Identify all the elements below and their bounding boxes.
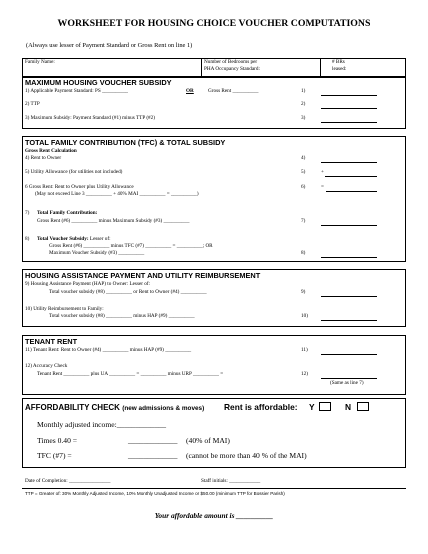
line-7-answer[interactable] — [321, 225, 377, 226]
line-3-label: 3) Maximum Subsidy: Payment Standard (#1) minus TTP (#2) — [25, 115, 155, 121]
section-tenant-rent-heading: TENANT RENT — [25, 337, 78, 346]
line-11-answer[interactable] — [321, 354, 377, 355]
line-8-label: Total Voucher Subsidy: — [37, 236, 89, 242]
no-checkbox[interactable] — [357, 402, 369, 411]
staff-initials: Staff initials: ____________ — [201, 478, 261, 484]
line-10-answer[interactable] — [321, 320, 377, 321]
line-2-answer[interactable] — [321, 108, 377, 109]
line-1-or: OR — [186, 88, 194, 94]
line-12-label: 12) Accuracy Check — [25, 363, 68, 369]
line-9-label: 9) Housing Assistance Payment (HAP) to Owner: Lesser of: — [25, 281, 151, 287]
line-5-plus: + — [321, 169, 324, 175]
line-12-note: (Same as line 7) — [330, 380, 364, 386]
affordability-heading-wrap — [25, 403, 204, 412]
tfc-label: TFC (#7) = — [37, 451, 72, 460]
line-8-formula-2: Maximum Voucher Subsidy (#3) __________ — [49, 250, 145, 256]
line-6-number: 6) — [301, 184, 306, 190]
line-1-number: 1) — [301, 88, 306, 94]
yes-checkbox[interactable] — [319, 402, 331, 411]
section-hap-heading: HOUSING ASSISTANCE PAYMENT AND UTILITY REIMBURSEMENT — [25, 271, 261, 280]
monthly-income-line: Monthly adjusted income:_____________ — [37, 420, 167, 429]
line-8-formula-1: Gross Rent (#6) __________ minus TFC (#7) __________ = __________; OR — [49, 243, 213, 249]
line-6-limit: (May not exceed Line 3 __________ + 40% MAI __________ = __________) — [35, 191, 199, 197]
family-name-label: Family Name: — [25, 59, 55, 65]
line-6-label: 6 Gross Rent: Rent to Owner plus Utility Allowance — [25, 184, 134, 190]
no-label: N — [345, 402, 352, 412]
times-blank[interactable]: _____________ — [128, 436, 178, 445]
line-7-label: Total Family Contribution: — [37, 210, 98, 216]
line-10-label: 10) Utility Reimbursement to Family: — [25, 306, 104, 312]
brs-label-1: # BRs — [332, 59, 345, 65]
tfc-blank[interactable]: _____________ — [128, 451, 178, 460]
line-4-answer[interactable] — [321, 162, 377, 163]
line-12-number: 12) — [301, 371, 308, 377]
affordable-amount: Your affordable amount is __________ — [154, 511, 274, 520]
line-11-number: 11) — [301, 347, 308, 353]
line-9-formula: Total voucher subsidy (#8) __________ or Rent to Owner (#4) __________ — [49, 289, 207, 295]
line-3-number: 3) — [301, 115, 306, 121]
line-8-answer[interactable] — [321, 257, 377, 258]
line-2-label: 2) TTP — [25, 101, 40, 107]
line-1-answer[interactable] — [321, 95, 377, 96]
bedrooms-label-1: Number of Bedrooms per — [204, 59, 258, 65]
line-1-gross: Gross Rent __________ — [208, 88, 259, 94]
line-5-number: 5) — [301, 169, 306, 175]
line-8-label-wrap — [37, 236, 111, 242]
line-11-label: 11) Tenant Rent: Rent to Owner (#4) __________ minus HAP (#9) __________ — [25, 347, 192, 353]
line-12-answer[interactable] — [321, 378, 377, 379]
line-8-number: 8) — [301, 250, 306, 256]
times-label: Times 0.40 = — [37, 436, 78, 445]
line-9-number: 9) — [301, 289, 306, 295]
affordability-heading: AFFORDABILITY CHECK — [25, 403, 120, 412]
line-2-number: 2) — [301, 101, 306, 107]
section-max-subsidy-heading: MAXIMUM HOUSING VOUCHER SUBSIDY — [25, 78, 172, 87]
line-8-label-rest: Lesser of: — [88, 236, 111, 242]
tfc-note: (cannot be more than 40 % of the MAI) — [186, 451, 307, 460]
line-4-number: 4) — [301, 155, 306, 161]
bedrooms-label-2: PHA Occupancy Standard: — [204, 66, 260, 72]
line-10-formula: Total voucher subsidy (#8) __________ minus HAP (#9) __________ — [49, 313, 195, 319]
times-note: (40% of MAI) — [186, 436, 230, 445]
line-4-label: 4) Rent to Owner — [25, 155, 62, 161]
page-subtitle: (Always use lesser of Payment Standard or Gross Rent on line 1) — [26, 42, 193, 49]
line-10-number: 10) — [301, 313, 308, 319]
line-1-label: 1) Applicable Payment Standard: PS __________ — [25, 88, 129, 94]
line-12-formula: Tenant Rent __________ plus UA __________ = __________ minus URP __________ = — [37, 371, 224, 377]
line-6-equals: = — [321, 184, 324, 190]
ttp-note: TTP = Greater of: 30% Monthly Adjusted Income, 10% Monthly Unadjusted Income or $50.00 (minimum TTP for Bossier Parish) — [25, 491, 285, 496]
line-5-label: 5) Utility Allowance (for utilities not included) — [25, 169, 123, 175]
affordability-heading-note: (new admissions & moves) — [122, 405, 205, 412]
line-7-index: 7) — [25, 210, 30, 216]
brs-label-2: leased: — [332, 66, 347, 72]
line-7-number: 7) — [301, 218, 306, 224]
section-tenant-rent — [22, 335, 406, 395]
line-5-answer[interactable] — [325, 176, 377, 177]
line-6-answer[interactable] — [326, 191, 377, 192]
footer-divider — [22, 488, 406, 489]
page-title: WORKSHEET FOR HOUSING CHOICE VOUCHER COMPUTATIONS — [57, 18, 371, 29]
line-7-formula: Gross Rent (#6) __________ minus Maximum Subsidy (#3) __________ — [37, 218, 190, 224]
rent-affordable-label: Rent is affordable: — [224, 402, 298, 412]
line-8-index: 8) — [25, 236, 30, 242]
line-3-answer[interactable] — [321, 122, 377, 123]
line-9-answer[interactable] — [321, 296, 377, 297]
section-tfc-heading: TOTAL FAMILY CONTRIBUTION (TFC) & TOTAL SUBSIDY — [25, 138, 226, 147]
gross-rent-calc-label: Gross Rent Calculation — [25, 148, 77, 154]
date-of-completion: Date of Completion: ________________ — [25, 478, 111, 484]
yes-label: Y — [309, 402, 315, 412]
